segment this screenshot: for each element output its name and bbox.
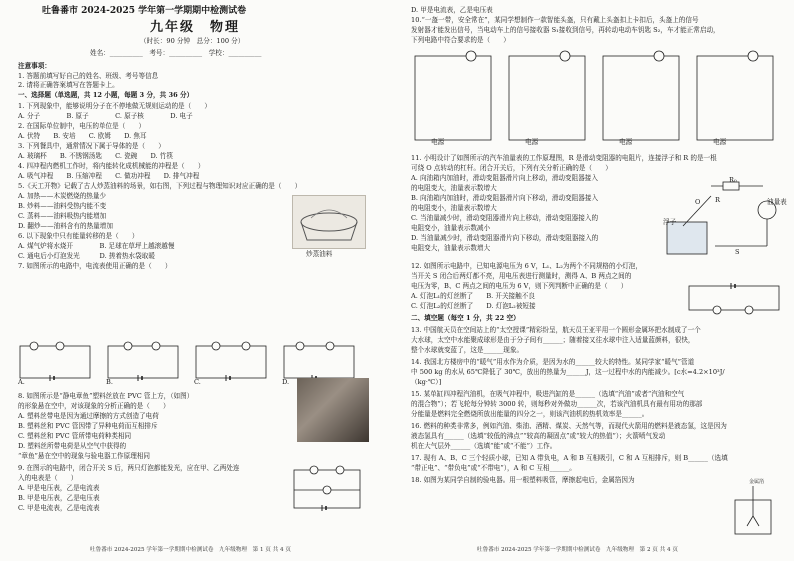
fuel-gauge-diagram	[663, 180, 783, 258]
note-line: 2. 请将正确答案填写在答题卡上。	[18, 81, 119, 89]
question-line: 17. 现有 A、B、C 三个轻质小球，已知 A 带负电，A 和 B 互相吸引，C 和 A 互相排斥，则 B______（选填	[411, 454, 728, 462]
stir-frying-illustration	[292, 195, 366, 249]
option-line: “章鱼”悬在空中的现象与验电器工作原理相同	[18, 452, 151, 460]
option-line: A. 甲是电压表，乙是电流表	[18, 484, 100, 492]
question-line: 6. 以下现象中只有能量转移的是（ ）	[18, 232, 139, 240]
foil-label: 金属箔	[749, 479, 765, 485]
question-line: 可绕 O 点转动的杠杆。闭合开关后，下列有关分析正确的是（ ）	[411, 164, 612, 172]
option-line: D. 当油量减少时，滑动变阻器滑片向下移动，滑动变阻器接入的	[411, 234, 599, 242]
page-right	[397, 0, 794, 561]
page-footer: 吐鲁番市 2024-2025 学年第一学期期中检测试卷 九年级物理 第 2 页 共 4 页	[477, 547, 678, 553]
question-line: 9. 在图示的电路中，闭合开关 S 后，两只灯泡都能发光，应在甲、乙两处连	[18, 464, 240, 472]
exam-subject: 九年级 物理	[150, 20, 241, 35]
question-line: 18. 如图为某同学自制的验电器。用一根塑料吸管，摩擦起电后，金属箔因为	[411, 476, 635, 484]
exam-title: 吐鲁番市 2024-2025 学年第一学期期中检测试卷	[42, 6, 247, 16]
exam-meta: （时长：90 分钟 总分：100 分）	[140, 37, 245, 45]
option-line: C. 通电后小灯泡发光 D. 搓着热水袋取暖	[18, 252, 155, 260]
option-line: A. 吸气冲程 B. 压缩冲程 C. 做功冲程 D. 排气冲程	[18, 172, 200, 180]
electroscope-diagram	[729, 482, 779, 538]
question-line: 机在大气层外______（选填“能”或“不能”）工作。	[411, 442, 557, 450]
note-line: 1. 答题前填写好自己的姓名、班级、考号等信息	[18, 72, 159, 80]
question-line: “带正电”、“带负电”或“不带电”），A 和 C 互相______。	[411, 464, 576, 472]
question-line: 7. 如图所示的电路中，电流表使用正确的是（ ）	[18, 262, 172, 270]
option-line: C. 蒸料——油料吸热内能增加	[18, 212, 107, 220]
option-line: C. 甲是电流表，乙是电流表	[18, 504, 100, 512]
gauge-label: 油量表	[767, 198, 787, 206]
option-line: C. 灯泡L₂的灯丝断了 D. 灯泡L₂被短接	[411, 302, 536, 310]
q12-circuit	[687, 280, 783, 314]
question-line: 发射器才能发出信号，当电动车上的信号接收器 S₁接收到信号，再转动电动车钥匙 S₂，车才能正常启动，	[411, 26, 720, 34]
page-footer: 吐鲁番市 2024-2025 学年第一学期期中检测试卷 九年级物理 第 1 页 共 4 页	[90, 547, 291, 553]
switch-label: S	[735, 248, 740, 256]
section-heading: 二、填空题（每空 1 分，共 22 空）	[411, 314, 520, 322]
question-line: 11. 小明设计了如图所示的汽车油量表的工作原理图，R 是滑动变阻器的电阻片，连接浮子和 R 的是一根	[411, 154, 717, 162]
circuit-label-b: B.	[106, 378, 113, 386]
option-line: B. 甲是电压表，乙是电压表	[18, 494, 100, 502]
question-line: 的混合物”）；若飞轮每分钟转 3000 转，则每秒对外做功______次，若该汽油机具有最有用功的那部	[411, 400, 703, 408]
question-line: 分能量是燃料完全燃烧所放出能量的四分之一，则该汽油机的热机效率是______。	[411, 410, 649, 418]
option-line: A. 灯泡L₁的灯丝断了 B. 开关接触不良	[411, 292, 535, 300]
r0-label: R₀	[729, 176, 737, 184]
q10-circuits	[415, 50, 775, 146]
question-line: 5.《天工开物》记载了古人炒蒸油料的场景，如右图，下列过程与物理知识对应正确的是（ ）	[18, 182, 302, 190]
question-line: 4. 四冲程内燃机工作时，将内能转化成机械能的冲程是（ ）	[18, 162, 205, 170]
circuit-b	[108, 342, 178, 381]
power-label: 电源	[713, 138, 727, 146]
option-line: A. 向油箱内加油时，滑动变阻器滑片向上移动，滑动变阻器接入	[411, 174, 598, 182]
circuit-label-c: C.	[194, 378, 201, 386]
question-line: 8. 如图所示是“静电章鱼”塑料丝放在 PVC 管上方，（如图）	[18, 392, 194, 400]
option-line: A. 分子 B. 原子 C. 原子核 D. 电子	[18, 112, 193, 120]
question-line: 大水球，太空中水能聚成球形是由于分子间有______；随着接又往水球中注入适量蓝颜料，很快，	[411, 336, 695, 344]
power-label: 电源	[525, 138, 539, 146]
option-line: 的电阻变小，油量表示数增大	[411, 204, 497, 212]
figure-caption: 炒蒸油料	[306, 250, 333, 258]
question-line: 入的电表是（ ）	[18, 474, 78, 482]
option-line: A. 煤气炉将水烧开 B. 足球在草坪上越滚越慢	[18, 242, 175, 250]
circuit-a	[20, 342, 90, 381]
question-line: 下列电路中符合要求的是（ ）	[411, 36, 510, 44]
student-info: 姓名：__________ 考号：__________ 学校：__________	[90, 49, 262, 57]
option-line: C. 当油量减少时，滑动变阻器滑片向上移动，滑动变阻器接入的	[411, 214, 599, 222]
question-line: 12. 如图所示电路中，已知电源电压为 6 V，L₁、L₂为两个不同规格的小灯泡，	[411, 262, 642, 270]
question-line: 13. 中国航天员在空间站上的“太空授课”精彩纷呈，航天员王亚平用一个圆形金属环把水制成了一个	[411, 326, 701, 334]
option-line: A. 塑料丝带电是因为通过摩擦的方式创造了电荷	[18, 412, 159, 420]
question-line: 10.“一盔一带，安全常在”，某同学想制作一款智能头盔，只有戴上头盔扣上卡扣后，头盔上的信号	[411, 16, 699, 24]
option-line: B. 向油箱内加油时，滑动变阻器滑片向下移动，滑动变阻器接入	[411, 194, 599, 202]
option-line: A. 加热——木炭燃烧的热量少	[18, 192, 107, 200]
section-heading: 一、选择题（单选题，共 12 小题，每题 3 分，共 36 分）	[18, 91, 194, 99]
option-line: D. 甲是电流表，乙是电压表	[411, 6, 493, 14]
question-line: 16. 燃料的种类非常多，例如汽油、柴油、酒精、煤炭、天然气等，而现代火箭用的燃料是液态氢，这是因为	[411, 422, 727, 430]
circuit-c	[196, 342, 266, 381]
question-line: 液态氢具有______（选填“较低的沸点”“较高的凝固点”或“较大的热值”）；火箭喷气发动	[411, 432, 666, 440]
question-line: 1. 下列现象中，能够说明分子在不停地做无规则运动的是（ ）	[18, 102, 212, 110]
float-label: 浮子	[663, 218, 677, 226]
question-line: 整个水球就变蓝了，这是______现象。	[411, 346, 524, 354]
r-label: R	[715, 196, 720, 204]
question-line: 2. 在国际单位制中，电压的单位是（ ）	[18, 122, 146, 130]
circuit-label-a: A.	[18, 378, 25, 386]
q9-circuit	[292, 468, 364, 512]
question-line: 当开关 S 闭合后两灯都不亮，用电压表进行测量时，测得 A、B 两点之间的	[411, 272, 632, 280]
question-line: 的形象悬在空中，对该现象的分析正确的是（ ）	[18, 402, 170, 410]
question-line: 电压为零，B、C 两点之间的电压为 6 V，则下列判断中正确的是（ ）	[411, 282, 628, 290]
notes-heading: 注意事项：	[18, 62, 51, 70]
circuit-d	[284, 342, 354, 381]
option-line: A. 玻璃杯 B. 不锈钢汤匙 C. 瓷碗 D. 竹筷	[18, 152, 173, 160]
option-line: B. 炒料——油料受热内能不变	[18, 202, 107, 210]
question-line: 14. 我国北方楼房中的“暖气”用水作为介质，是因为水的______较大的特性。某同学家“暖气”管道	[411, 358, 695, 366]
question-line: 15. 某单缸四冲程汽油机，在吸气冲程中，吸进汽缸的是______（选填“汽油”或者“汽油和空气	[411, 390, 685, 398]
question-line: 中 500 kg 的水从 65℃降低了 30℃，放出的热量为______J，这一过程中水的内能减少。[c水=4.2×10³J/	[411, 368, 725, 376]
static-octopus-photo	[297, 378, 369, 442]
power-label: 电源	[619, 138, 633, 146]
option-line: 电阻变大，油量表示数增大	[411, 244, 491, 252]
question-line: 3. 下列餐具中，通常情况下属于导体的是（ ）	[18, 142, 165, 150]
option-line: C. 塑料丝和 PVC 管所带电荷种类相同	[18, 432, 132, 440]
power-label: 电源	[431, 138, 445, 146]
option-line: D. 翻炒——油料含有的热量增加	[18, 222, 113, 230]
pivot-label: O	[695, 198, 701, 206]
option-line: A. 伏特 B. 安培 C. 欧姆 D. 焦耳	[18, 132, 147, 140]
option-line: 的电阻变大，油量表示数增大	[411, 184, 497, 192]
option-line: B. 塑料丝和 PVC 管因带了异种电荷而互相排斥	[18, 422, 158, 430]
question-line: （kg·℃）]	[411, 378, 442, 386]
circuit-label-d: D.	[282, 378, 290, 386]
option-line: 电阻变小，油量表示数减小	[411, 224, 491, 232]
option-line: D. 塑料丝所带电荷是从空气中获得的	[18, 442, 127, 450]
